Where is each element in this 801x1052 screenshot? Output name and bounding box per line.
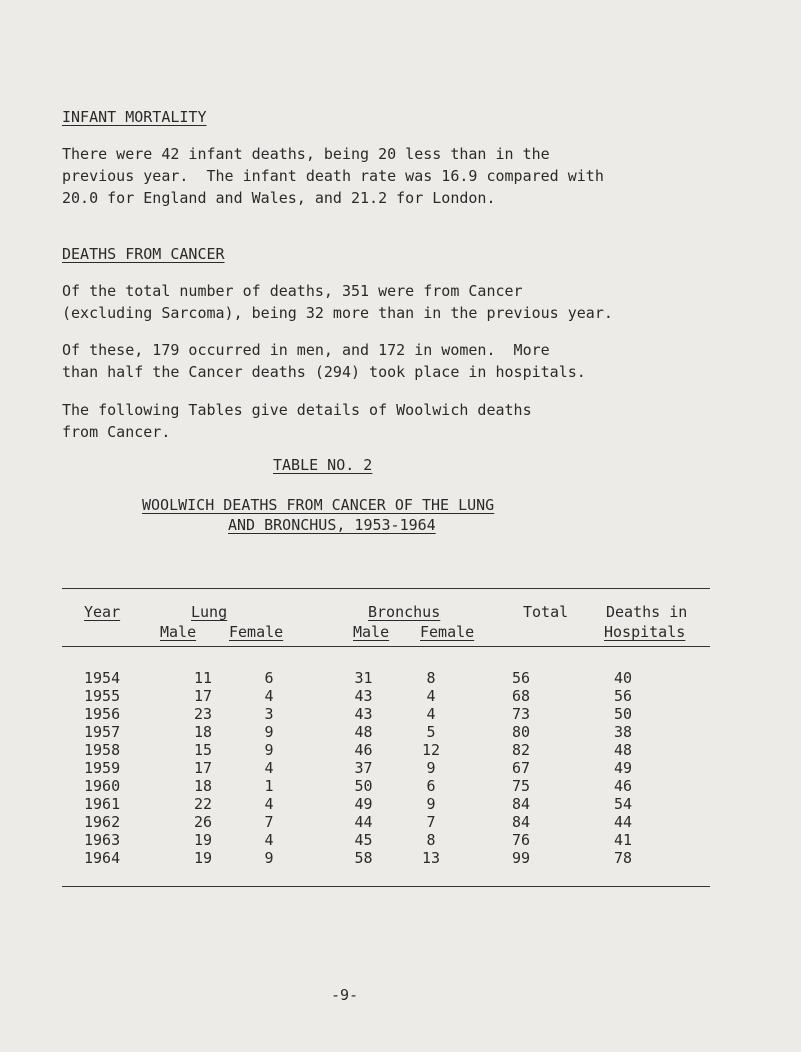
cancer-paragraph-2: Of these, 179 occurred in men, and 172 in women. More than half the Cancer deaths (294) took place in hospitals. xyxy=(62,341,586,381)
cell-lung-male: 19 xyxy=(193,849,213,867)
cell-bronchus-male: 43 xyxy=(354,705,373,723)
cell-bronchus-male: 44 xyxy=(354,813,373,831)
cell-year: 1961 xyxy=(84,795,121,813)
cell-bronchus-female: 7 xyxy=(426,813,436,831)
cell-deaths-in-hospitals: 46 xyxy=(613,777,633,795)
cell-year: 1957 xyxy=(84,723,121,741)
cell-bronchus-female: 12 xyxy=(421,741,441,759)
page-number: -9- xyxy=(331,986,359,1004)
cell-year: 1958 xyxy=(84,741,121,759)
cell-bronchus-female: 4 xyxy=(426,687,436,705)
header-hospitals: Hospitals xyxy=(604,623,686,641)
cell-lung-male: 17 xyxy=(193,759,213,777)
column-gap xyxy=(294,741,326,759)
cell-total: 75 xyxy=(511,777,531,795)
cell-year: 1955 xyxy=(84,687,121,705)
cell-deaths-in-hospitals: 41 xyxy=(613,831,633,849)
table-number: TABLE NO. 2 xyxy=(273,456,373,474)
cell-lung-female: 4 xyxy=(264,795,274,813)
cell-bronchus-female: 8 xyxy=(426,669,436,687)
cell-year: 1960 xyxy=(84,777,121,795)
cell-bronchus-female: 5 xyxy=(426,723,436,741)
cell-lung-male: 15 xyxy=(193,741,213,759)
column-gap xyxy=(294,687,326,705)
cancer-paragraph-3: The following Tables give details of Woolwich deaths from Cancer. xyxy=(62,401,532,441)
cell-bronchus-female: 13 xyxy=(421,849,441,867)
table-row xyxy=(84,849,665,867)
cell-deaths-in-hospitals: 49 xyxy=(613,759,633,777)
cell-bronchus-male: 49 xyxy=(354,795,373,813)
header-lung-female: Female xyxy=(229,623,284,641)
infant-mortality-heading: INFANT MORTALITY xyxy=(62,108,207,126)
table-bottom-rule xyxy=(62,886,710,887)
table-row xyxy=(84,777,665,795)
cell-lung-male: 11 xyxy=(193,669,213,687)
cell-bronchus-male: 50 xyxy=(354,777,373,795)
cancer-table xyxy=(84,669,665,867)
cell-year: 1964 xyxy=(84,849,121,867)
cell-total: 68 xyxy=(511,687,531,705)
cell-lung-male: 23 xyxy=(193,705,213,723)
cell-total: 67 xyxy=(511,759,531,777)
cancer-deaths-heading: DEATHS FROM CANCER xyxy=(62,245,225,263)
cell-lung-male: 19 xyxy=(193,831,213,849)
table-row xyxy=(84,723,665,741)
cell-bronchus-male: 46 xyxy=(354,741,373,759)
cell-total: 99 xyxy=(511,849,531,867)
cell-lung-female: 9 xyxy=(264,849,274,867)
table-title-line-2: AND BRONCHUS, 1953-1964 xyxy=(228,516,436,534)
cell-deaths-in-hospitals: 40 xyxy=(613,669,633,687)
table-row xyxy=(84,831,665,849)
column-gap xyxy=(294,669,326,687)
cell-bronchus-female: 9 xyxy=(426,795,436,813)
table-top-rule xyxy=(62,588,710,589)
cell-deaths-in-hospitals: 48 xyxy=(613,741,633,759)
cell-year: 1954 xyxy=(84,669,121,687)
table-row xyxy=(84,759,665,777)
cell-total: 80 xyxy=(511,723,531,741)
column-gap xyxy=(294,849,326,867)
cell-deaths-in-hospitals: 44 xyxy=(613,813,633,831)
cell-bronchus-male: 58 xyxy=(354,849,373,867)
cell-deaths-in-hospitals: 78 xyxy=(613,849,633,867)
cell-bronchus-male: 48 xyxy=(354,723,373,741)
cell-lung-female: 3 xyxy=(264,705,274,723)
header-lung-male: Male xyxy=(160,623,197,641)
cell-year: 1959 xyxy=(84,759,121,777)
cell-lung-female: 7 xyxy=(264,813,274,831)
header-bronchus-male: Male xyxy=(353,623,390,641)
cell-lung-female: 6 xyxy=(264,669,274,687)
cell-deaths-in-hospitals: 38 xyxy=(613,723,633,741)
cell-bronchus-female: 8 xyxy=(426,831,436,849)
table-title-line-1: WOOLWICH DEATHS FROM CANCER OF THE LUNG xyxy=(142,496,495,514)
cell-year: 1962 xyxy=(84,813,121,831)
cancer-table-body xyxy=(84,669,665,867)
cell-lung-female: 4 xyxy=(264,759,274,777)
cell-total: 73 xyxy=(511,705,531,723)
infant-mortality-text: There were 42 infant deaths, being 20 less than in the previous year. The infant death rate was 16.9 compared with 20.0 for England and Wales, and 21.2 for London. xyxy=(62,145,604,207)
cell-total: 76 xyxy=(511,831,531,849)
cancer-paragraph-1: Of the total number of deaths, 351 were from Cancer (excluding Sarcoma), being 32 more than in the previous year. xyxy=(62,282,613,322)
cell-lung-male: 26 xyxy=(193,813,213,831)
cell-total: 82 xyxy=(511,741,531,759)
cell-lung-male: 22 xyxy=(193,795,213,813)
column-gap xyxy=(294,813,326,831)
table-row xyxy=(84,741,665,759)
cell-bronchus-male: 37 xyxy=(354,759,373,777)
table-row xyxy=(84,795,665,813)
cell-lung-male: 18 xyxy=(193,723,213,741)
cell-year: 1963 xyxy=(84,831,121,849)
cell-deaths-in-hospitals: 50 xyxy=(613,705,633,723)
header-deaths-in: Deaths in xyxy=(606,603,688,621)
column-gap xyxy=(294,831,326,849)
cell-lung-male: 17 xyxy=(193,687,213,705)
cell-bronchus-female: 9 xyxy=(426,759,436,777)
table-row xyxy=(84,669,665,687)
cell-deaths-in-hospitals: 54 xyxy=(613,795,633,813)
header-bronchus: Bronchus xyxy=(368,603,441,621)
cell-bronchus-male: 45 xyxy=(354,831,373,849)
cell-deaths-in-hospitals: 56 xyxy=(613,687,633,705)
cell-lung-male: 18 xyxy=(193,777,213,795)
column-gap xyxy=(294,777,326,795)
cell-total: 84 xyxy=(511,795,531,813)
cell-bronchus-female: 4 xyxy=(426,705,436,723)
cell-lung-female: 1 xyxy=(264,777,274,795)
header-year: Year xyxy=(84,603,121,621)
header-bronchus-female: Female xyxy=(420,623,475,641)
header-lung: Lung xyxy=(191,603,228,621)
column-gap xyxy=(294,759,326,777)
header-total: Total xyxy=(523,603,569,621)
cell-bronchus-male: 43 xyxy=(354,687,373,705)
cell-year: 1956 xyxy=(84,705,121,723)
table-row xyxy=(84,687,665,705)
column-gap xyxy=(294,723,326,741)
infant-mortality-paragraph xyxy=(62,143,604,209)
table-row xyxy=(84,813,665,831)
cell-bronchus-female: 6 xyxy=(426,777,436,795)
cell-lung-female: 4 xyxy=(264,687,274,705)
table-header-rule xyxy=(62,646,710,647)
cell-lung-female: 4 xyxy=(264,831,274,849)
cell-lung-female: 9 xyxy=(264,723,274,741)
cell-lung-female: 9 xyxy=(264,741,274,759)
column-gap xyxy=(294,795,326,813)
cell-total: 56 xyxy=(511,669,531,687)
cell-total: 84 xyxy=(511,813,531,831)
table-row xyxy=(84,705,665,723)
column-gap xyxy=(294,705,326,723)
cell-bronchus-male: 31 xyxy=(354,669,373,687)
